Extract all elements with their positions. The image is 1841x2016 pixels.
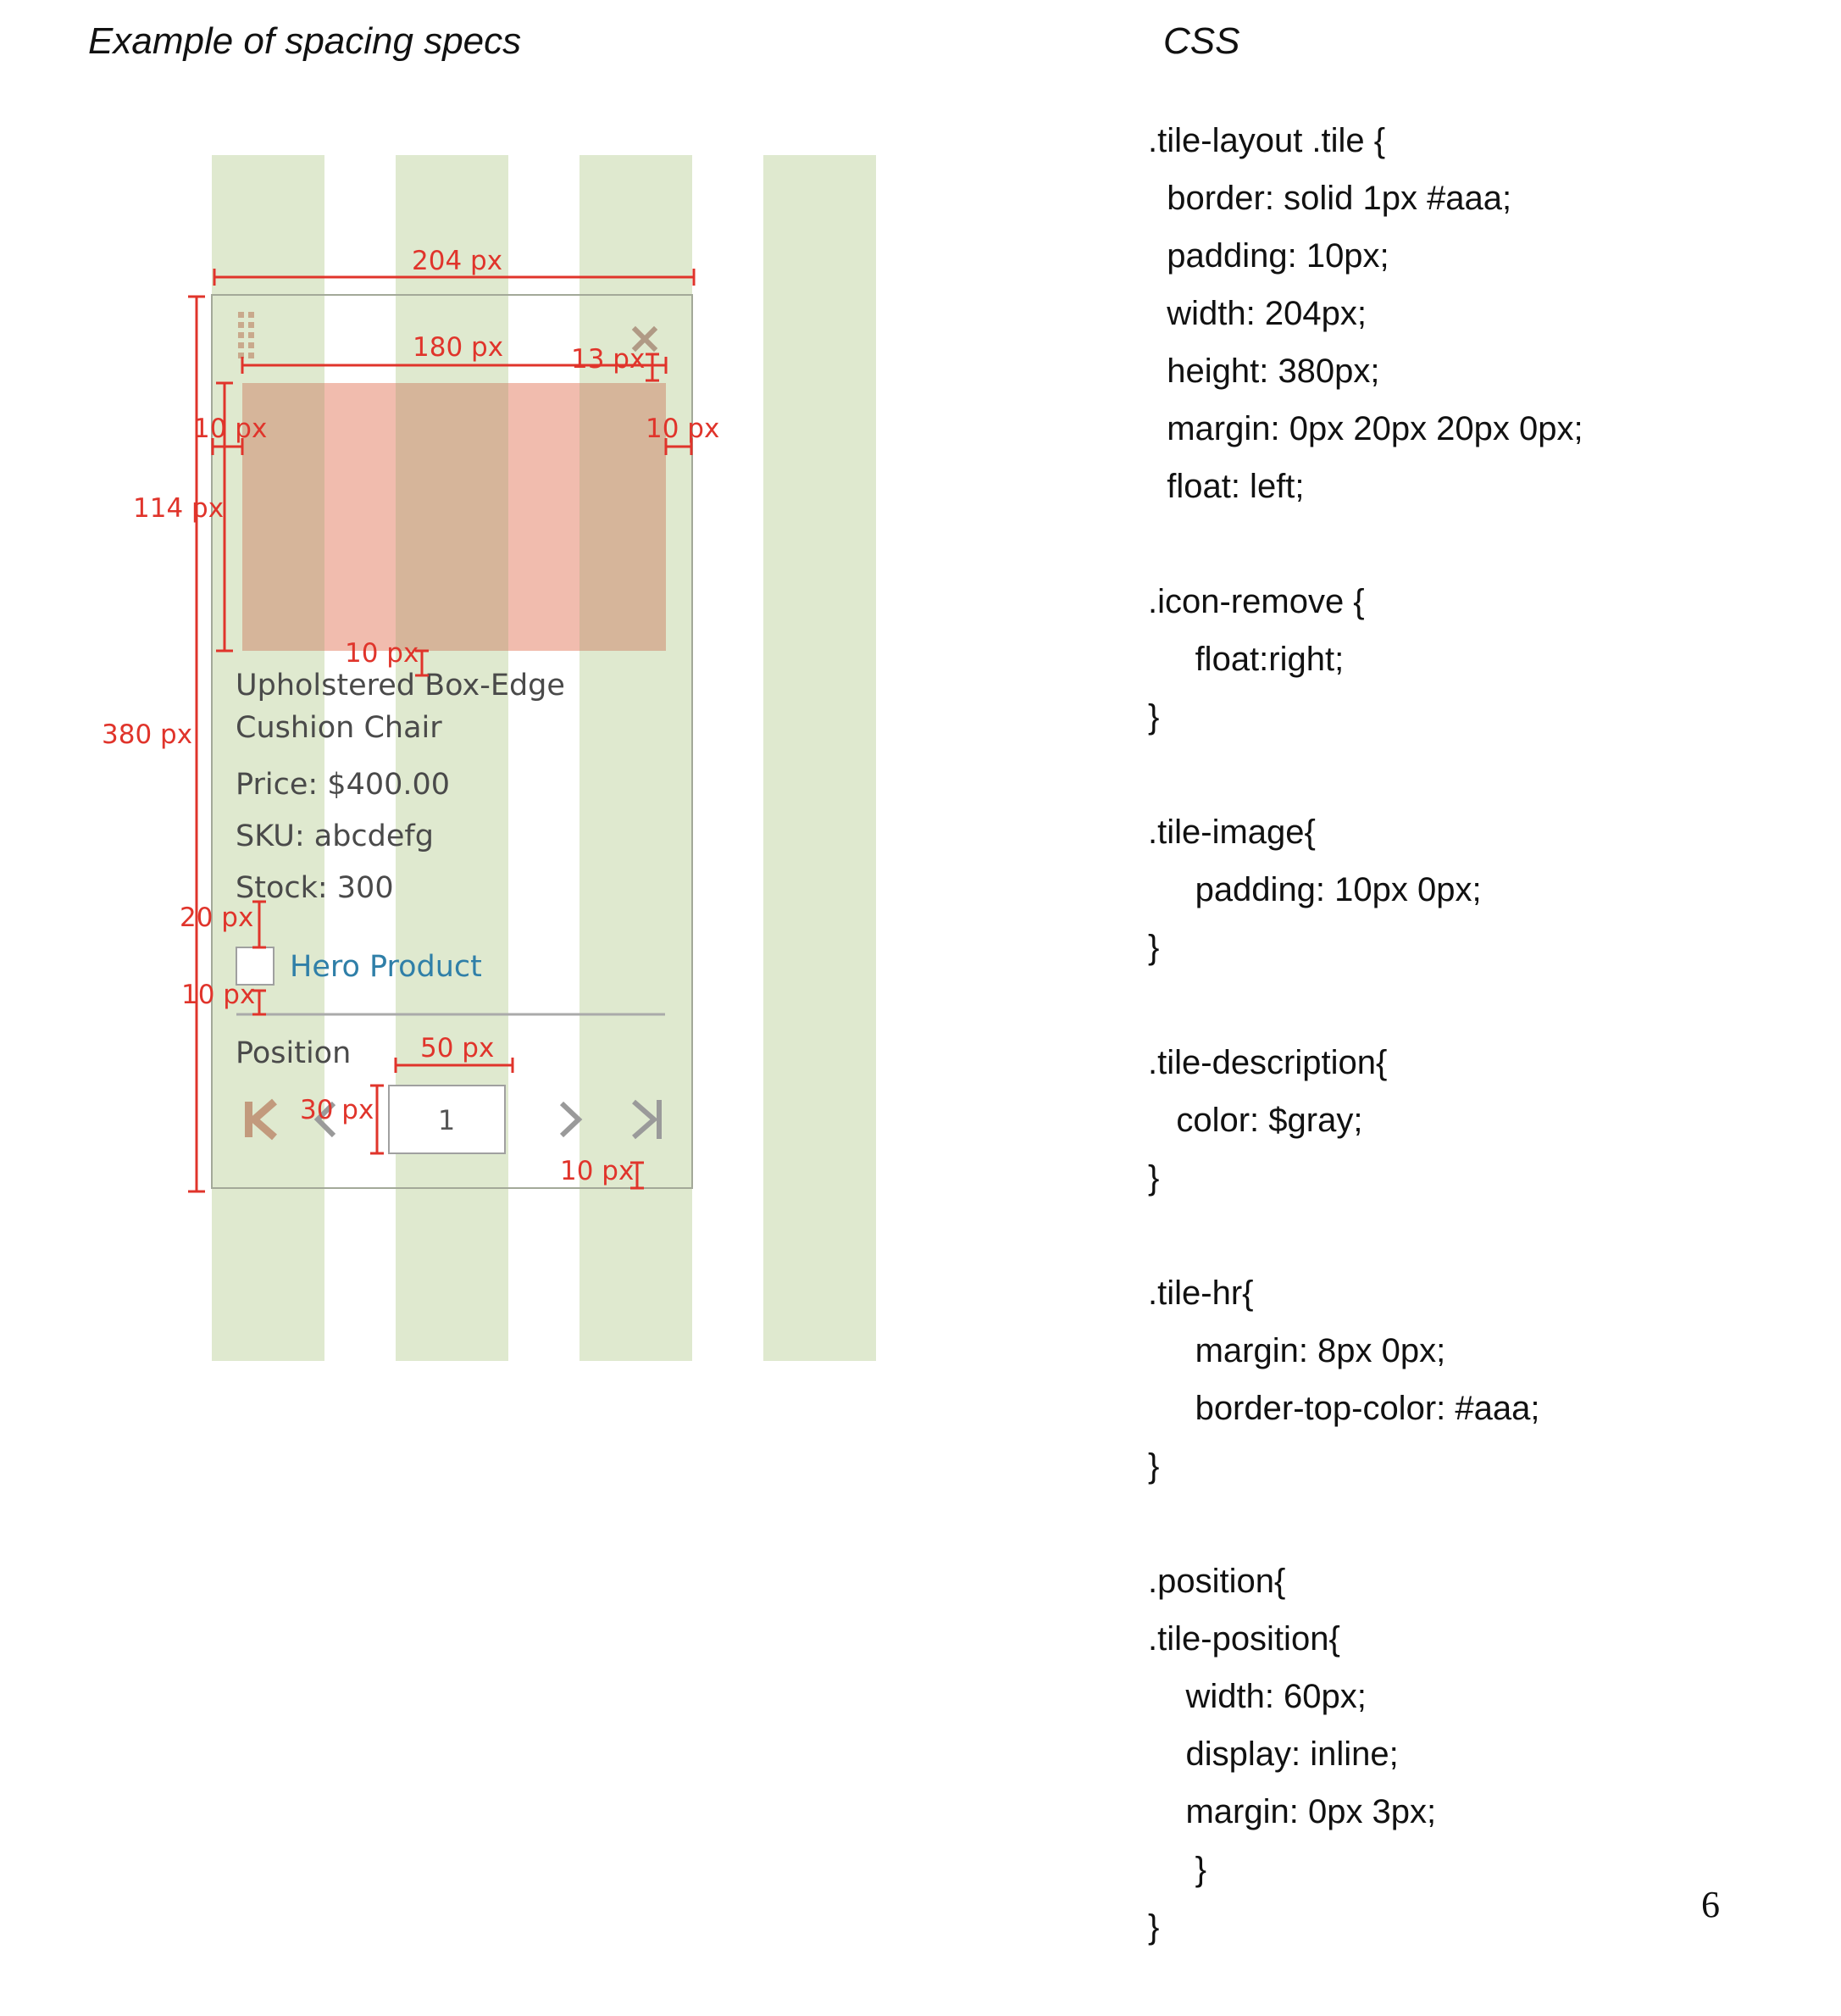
code-line: display: inline; xyxy=(1148,1736,1399,1773)
image-bottom-padding-label: 10 px xyxy=(345,638,419,669)
position-input-value: 1 xyxy=(437,1104,456,1136)
css-heading: CSS xyxy=(1163,20,1240,62)
code-line: } xyxy=(1148,1447,1160,1485)
image-width-label: 180 px xyxy=(413,332,504,363)
bottom-padding-label: 10 px xyxy=(560,1156,635,1186)
input-width-label: 50 px xyxy=(420,1033,495,1064)
tile-image xyxy=(242,383,666,651)
code-line: .position{ xyxy=(1148,1563,1286,1600)
page-number: 6 xyxy=(1701,1884,1720,1925)
code-line: .icon-remove { xyxy=(1148,583,1365,620)
code-line: } xyxy=(1148,929,1160,966)
layout-grid xyxy=(212,155,876,1361)
code-line: float:right; xyxy=(1148,641,1345,678)
code-line xyxy=(1148,746,1583,803)
hero-product-label[interactable]: Hero Product xyxy=(290,950,482,984)
code-line: padding: 10px; xyxy=(1148,237,1389,275)
product-price: Price: $400.00 xyxy=(236,768,451,802)
input-height-label: 30 px xyxy=(300,1095,374,1125)
product-title-line2: Cushion Chair xyxy=(236,711,442,745)
product-sku: SKU: abcdefg xyxy=(236,819,434,853)
code-line: .tile-description{ xyxy=(1148,1044,1388,1081)
grid-column xyxy=(212,155,324,1361)
code-line: border-top-color: #aaa; xyxy=(1148,1390,1540,1427)
grid-column xyxy=(763,155,876,1361)
image-height-label: 114 px xyxy=(133,493,225,524)
checkbox-top-label: 20 px xyxy=(180,902,254,933)
code-line: } xyxy=(1148,1908,1160,1946)
code-line xyxy=(1148,976,1583,1034)
left-padding-label: 10 px xyxy=(193,414,268,444)
code-line: margin: 0px 3px; xyxy=(1148,1793,1437,1830)
code-line: color: $gray; xyxy=(1148,1102,1363,1139)
code-line: margin: 8px 0px; xyxy=(1148,1332,1446,1369)
code-line: .tile-position{ xyxy=(1148,1620,1340,1658)
code-line: height: 380px; xyxy=(1148,353,1380,390)
code-line: .tile-hr{ xyxy=(1148,1275,1254,1312)
tile-height-label: 380 px xyxy=(102,719,193,750)
product-title-line1: Upholstered Box-Edge xyxy=(236,669,565,703)
code-line: .tile-layout .tile { xyxy=(1148,122,1386,159)
tile-spacing-diagram xyxy=(0,0,932,1398)
spacing-specs-heading: Example of spacing specs xyxy=(88,20,522,62)
code-line xyxy=(1148,515,1583,573)
chevron-right-icon[interactable] xyxy=(562,1103,579,1136)
code-line: } xyxy=(1148,698,1160,736)
tile-width-label: 204 px xyxy=(412,246,503,276)
icon-gap-label: 13 px xyxy=(571,344,646,375)
css-code-block xyxy=(1148,112,1583,1956)
checkbox-bottom-label: 10 px xyxy=(181,980,256,1010)
code-line: border: solid 1px #aaa; xyxy=(1148,180,1512,217)
code-line: margin: 0px 20px 20px 0px; xyxy=(1148,410,1583,447)
tile-image-overlap xyxy=(396,383,508,651)
product-stock: Stock: 300 xyxy=(236,871,394,905)
code-line: .tile-image{ xyxy=(1148,814,1316,851)
code-line: width: 60px; xyxy=(1148,1678,1367,1715)
code-line: float: left; xyxy=(1148,468,1305,505)
code-line: } xyxy=(1148,1851,1206,1888)
code-line xyxy=(1148,1495,1583,1552)
code-line: width: 204px; xyxy=(1148,295,1367,332)
code-line: } xyxy=(1148,1159,1160,1197)
code-line xyxy=(1148,1207,1583,1264)
code-line: padding: 10px 0px; xyxy=(1148,871,1482,908)
position-label: Position xyxy=(236,1036,352,1070)
right-padding-label: 10 px xyxy=(646,414,720,444)
